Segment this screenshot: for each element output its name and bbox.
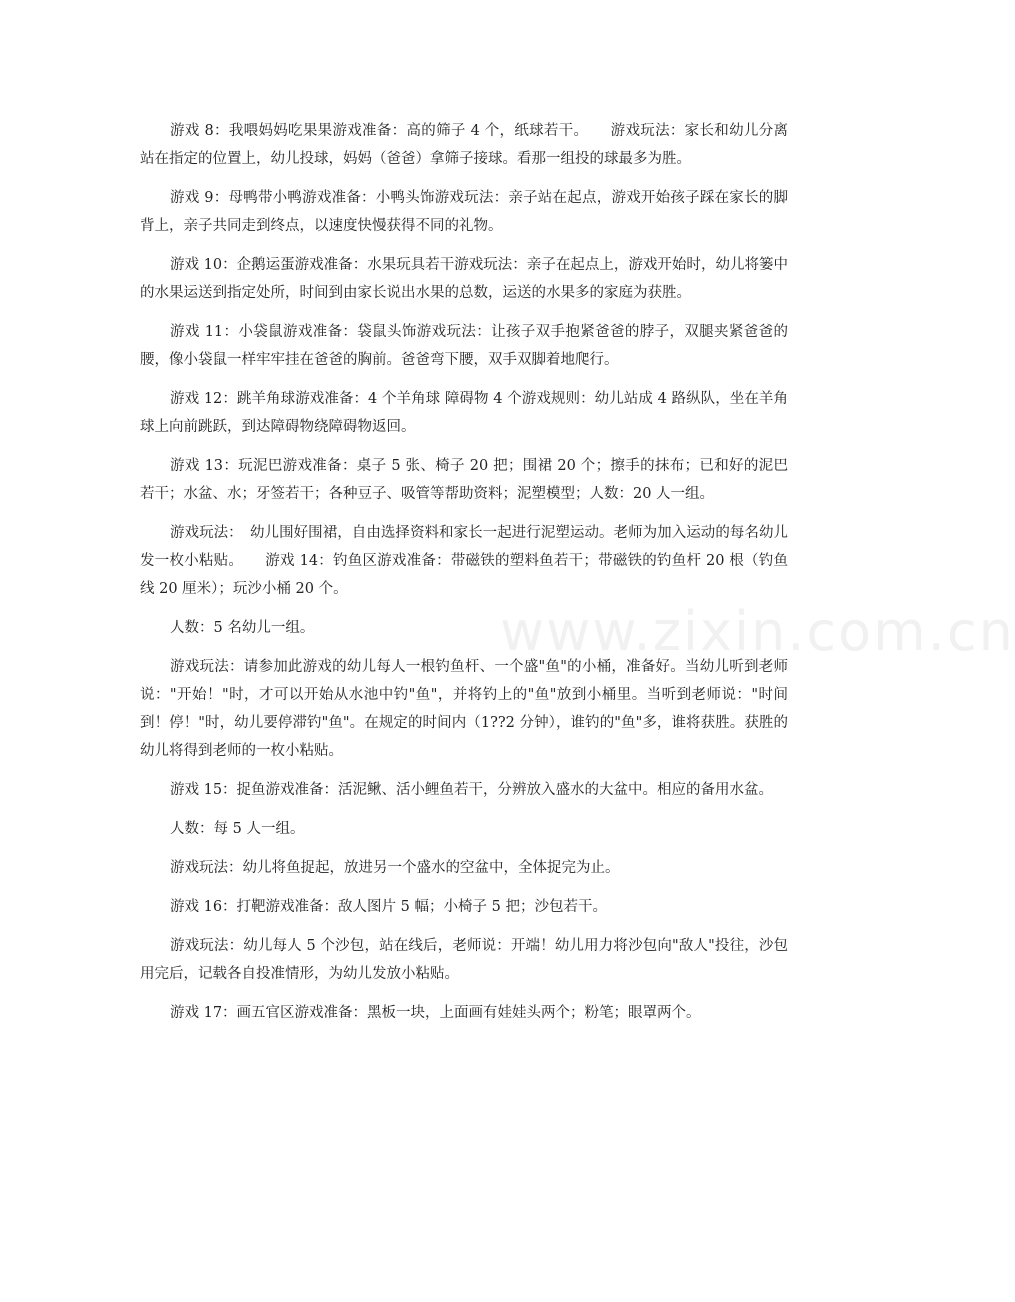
paragraph-game-13: 游戏 13：玩泥巴游戏准备：桌子 5 张、椅子 20 把；围裙 20 个；擦手的抹布；已和好的泥巴若干；水盆、水；牙签若干；各种豆子、吸管等帮助资料；泥塑模型；人数：20 人一组。 xyxy=(140,458,788,502)
paragraph-game-15-people: 人数：每 5 人一组。 xyxy=(170,821,305,837)
watermark-text: www.zixin.com.cn xyxy=(500,600,1015,663)
paragraph-game-17: 游戏 17：画五官区游戏准备：黑板一块，上面画有娃娃头两个；粉笔；眼罩两个。 xyxy=(170,1005,701,1021)
paragraph-game-15: 游戏 15：捉鱼游戏准备：活泥鳅、活小鲤鱼若干，分辨放入盛水的大盆中。相应的备用水盆。 xyxy=(170,782,774,798)
paragraph-game-8: 游戏 8：我喂妈妈吃果果游戏准备：高的筛子 4 个，纸球若干。 游戏玩法：家长和幼儿分离站在指定的位置上，幼儿投球，妈妈（爸爸）拿筛子接球。看那一组投的球最多为胜。 xyxy=(140,123,788,167)
paragraph-game-15-play: 游戏玩法：幼儿将鱼捉起，放进另一个盛水的空盆中，全体捉完为止。 xyxy=(170,860,620,876)
document-body xyxy=(140,117,788,1038)
paragraph-game-16-play: 游戏玩法：幼儿每人 5 个沙包，站在线后，老师说：开端！幼儿用力将沙包向"敌人"投往，沙包用完后，记载各自投准情形，为幼儿发放小粘贴。 xyxy=(140,938,788,982)
paragraph-game-16: 游戏 16：打靶游戏准备：敌人图片 5 幅；小椅子 5 把；沙包若干。 xyxy=(170,899,607,915)
paragraph-game-9: 游戏 9：母鸭带小鸭游戏准备：小鸭头饰游戏玩法：亲子站在起点，游戏开始孩子踩在家长的脚背上，亲子共同走到终点，以速度快慢获得不同的礼物。 xyxy=(140,190,788,234)
paragraph-game-14-people: 人数：5 名幼儿一组。 xyxy=(170,620,315,636)
paragraph-game-13-play-and-game-14: 游戏玩法： 幼儿围好围裙，自由选择资料和家长一起进行泥塑运动。老师为加入运动的每名幼儿发一枚小粘贴。 游戏 14：钓鱼区游戏准备：带磁铁的塑料鱼若干；带磁铁的钓鱼杆 20 根（钓鱼线 20 厘米）；玩沙小桶 20 个。 xyxy=(140,525,788,597)
paragraph-game-12: 游戏 12：跳羊角球游戏准备：4 个羊角球 障碍物 4 个游戏规则：幼儿站成 4 路纵队，坐在羊角球上向前跳跃，到达障碍物绕障碍物返回。 xyxy=(140,391,788,435)
paragraph-game-14-play: 游戏玩法：请参加此游戏的幼儿每人一根钓鱼杆、一个盛"鱼"的小桶，准备好。当幼儿听到老师说："开始！"时，才可以开始从水池中钓"鱼"，并将钓上的"鱼"放到小桶里。当听到老师说："时间到！停！"时，幼儿要停滞钓"鱼"。在规定的时间内（1??2 分钟），谁钓的"鱼"多，谁将获胜。获胜的幼儿将得到老师的一枚小粘贴。 xyxy=(140,659,788,759)
paragraph-game-11: 游戏 11：小袋鼠游戏准备：袋鼠头饰游戏玩法：让孩子双手抱紧爸爸的脖子，双腿夹紧爸爸的腰，像小袋鼠一样牢牢挂在爸爸的胸前。爸爸弯下腰，双手双脚着地爬行。 xyxy=(140,324,788,368)
paragraph-game-10: 游戏 10：企鹅运蛋游戏准备：水果玩具若干游戏玩法：亲子在起点上，游戏开始时，幼儿将篓中的水果运送到指定处所，时间到由家长说出水果的总数，运送的水果多的家庭为获胜。 xyxy=(140,257,788,301)
